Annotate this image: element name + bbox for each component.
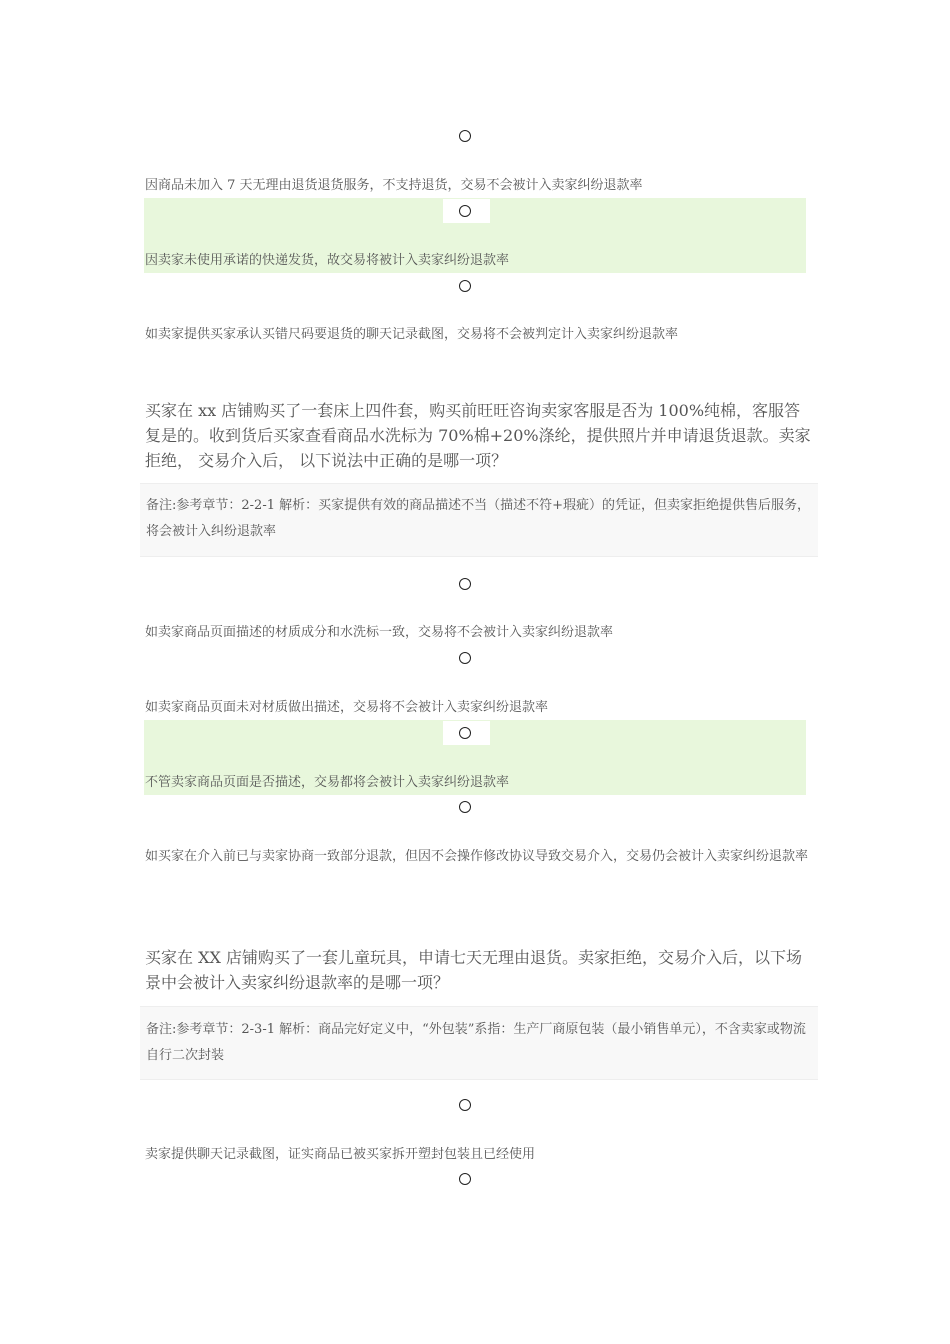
option-text-q1-d: 如买家在介入前已与卖家协商一致部分退款，但因不会操作修改协议导致交易介入，交易仍会被计入卖家纠纷退款率 [145, 849, 809, 864]
question-2-text: 买家在 XX 店铺购买了一套儿童玩具，申请七天无理由退货。卖家拒绝，交易介入后，以下场景中会被计入卖家纠纷退款率的是哪一项？ [145, 948, 802, 992]
option-text-q0-c: 如卖家提供买家承认买错尺码要退货的聊天记录截图，交易将不会被判定计入卖家纠纷退款率 [145, 327, 679, 342]
radio-option-q1-c[interactable] [459, 727, 471, 739]
radio-option-q0-c[interactable] [459, 280, 471, 292]
option-text-q2-a: 卖家提供聊天记录截图，证实商品已被买家拆开塑封包装且已经使用 [145, 1147, 536, 1162]
option-text-q0-b: 因卖家未使用承诺的快递发货，故交易将被计入卖家纠纷退款率 [145, 253, 510, 268]
option-text-q0-a: 因商品未加入 7 天无理由退货退货服务，不支持退货，交易不会被计入卖家纠纷退款率 [145, 178, 643, 193]
option-text-q1-a: 如卖家商品页面描述的材质成分和水洗标一致，交易将不会被计入卖家纠纷退款率 [145, 625, 614, 640]
question-2-note: 备注:参考章节：2-3-1 解析：商品完好定义中，“外包装”系指：生产厂商原包装（最小销售单元），不含卖家或物流自行二次封装 [140, 1006, 818, 1080]
radio-option-q0-a[interactable] [459, 130, 471, 142]
radio-option-q1-d[interactable] [459, 801, 471, 813]
option-text-q1-b: 如卖家商品页面未对材质做出描述，交易将不会被计入卖家纠纷退款率 [145, 700, 549, 715]
question-1-text: 买家在 xx 店铺购买了一套床上四件套，购买前旺旺咨询卖家客服是否为 100%纯棉，客服答复是的。收到货后买家查看商品水洗标为 70%棉+20%涤纶，提供照片并申请退货退款。卖家拒绝， 交易介入后， 以下说法中正确的是哪一项？ [145, 401, 811, 470]
option-text-q1-c: 不管卖家商品页面是否描述，交易都将会被计入卖家纠纷退款率 [145, 775, 510, 790]
question-1-note: 备注:参考章节：2-2-1 解析：买家提供有效的商品描述不当（描述不符+瑕疵）的凭证，但卖家拒绝提供售后服务，将会被计入纠纷退款率 [140, 483, 818, 557]
radio-option-q2-b[interactable] [459, 1173, 471, 1185]
radio-option-q1-b[interactable] [459, 652, 471, 664]
radio-option-q0-b[interactable] [459, 205, 471, 217]
radio-option-q2-a[interactable] [459, 1099, 471, 1111]
radio-option-q1-a[interactable] [459, 578, 471, 590]
